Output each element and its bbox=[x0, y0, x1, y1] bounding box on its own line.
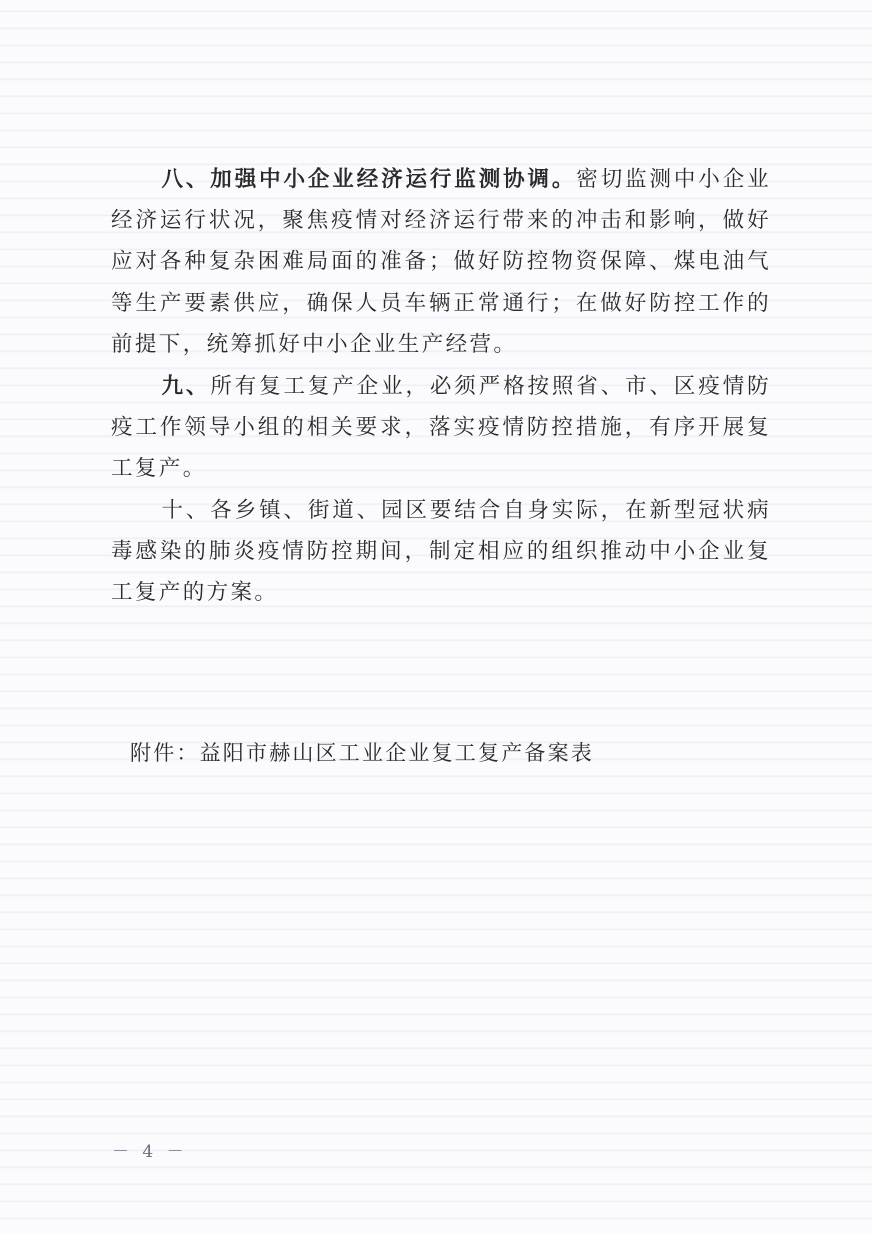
paragraph-9-heading: 九、 bbox=[161, 374, 211, 399]
paragraph-9-body: 所有复工复产企业，必须严格按照省、市、区疫情防疫工作领导小组的相关要求，落实疫情防控措施，有序开展复工复产。 bbox=[111, 374, 772, 482]
paragraph-10-body: 十、各乡镇、街道、园区要结合自身实际，在新型冠状病毒感染的肺炎疫情防控期间，制定相应的组织推动中小企业复工复产的方案。 bbox=[111, 498, 771, 606]
page-number: － 4 － bbox=[112, 1142, 188, 1162]
paragraph-8-body: 密切监测中小企业经济运行状况，聚焦疫情对经济运行带来的冲击和影响，做好应对各种复杂困难局面的准备；做好防控物资保障、煤电油气等生产要素供应，确保人员车辆正常通行；在做好防控工作的前提下，统筹抓好中小企业生产经营。 bbox=[111, 167, 771, 357]
attachment-note: 附件：益阳市赫山区工业企业复工复产备案表 bbox=[130, 741, 594, 765]
paragraph-8 bbox=[111, 159, 771, 365]
paragraph-8-heading: 八、加强中小企业经济运行监测协调。 bbox=[161, 167, 577, 192]
paragraph-9 bbox=[111, 366, 771, 490]
paragraph-10 bbox=[111, 490, 771, 614]
